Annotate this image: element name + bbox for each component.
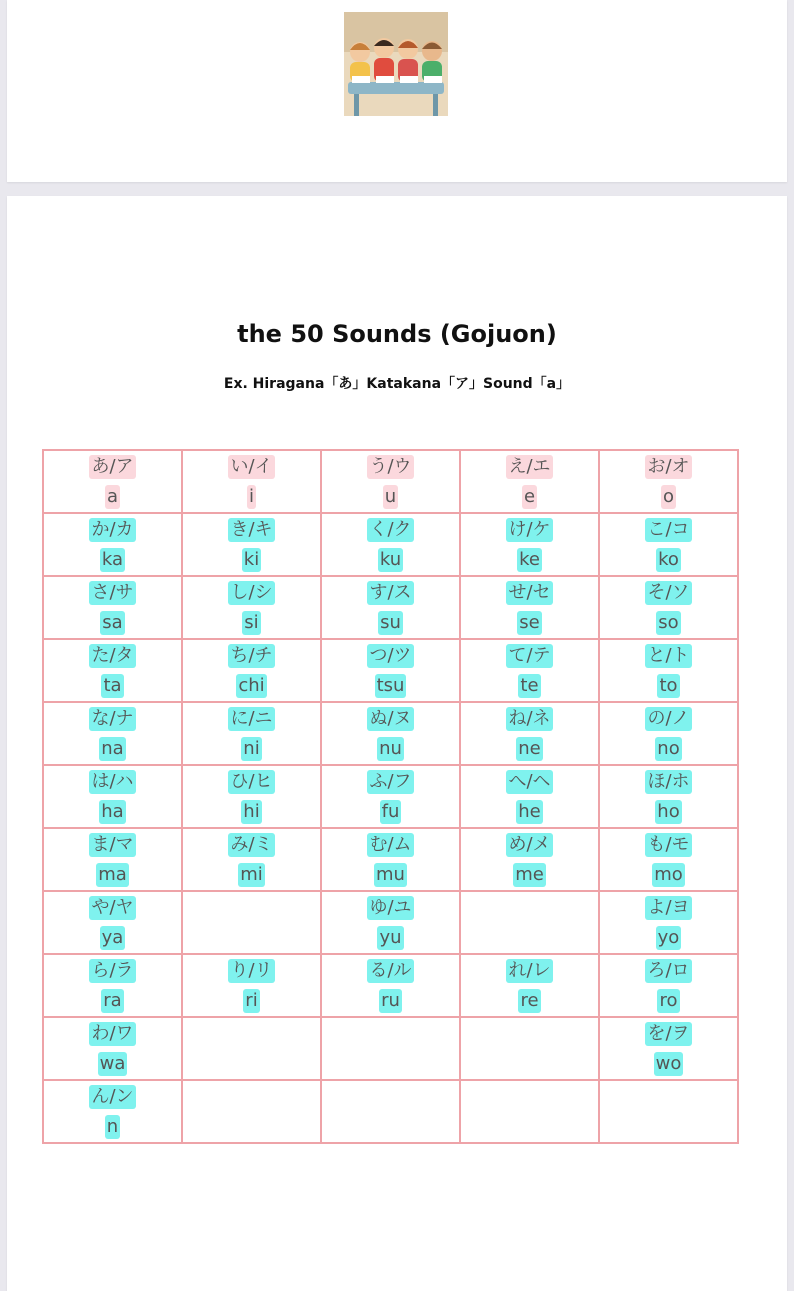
- kana-label: り/リ: [230, 959, 273, 981]
- kana-label: ほ/ホ: [647, 770, 690, 792]
- gojuon-table: [42, 449, 739, 1144]
- romaji-label: so: [658, 611, 679, 633]
- romaji-label: ku: [379, 548, 402, 570]
- table-row: [43, 639, 738, 702]
- romaji-label: tsu: [376, 674, 405, 696]
- kana-cell: [599, 765, 738, 828]
- table-row: [43, 765, 738, 828]
- table-row: [43, 513, 738, 576]
- kana-cell: [43, 576, 182, 639]
- kana-label: お/オ: [647, 455, 690, 477]
- kana-cell: [321, 639, 460, 702]
- kana-cell: [599, 450, 738, 513]
- romaji-label: u: [384, 485, 397, 507]
- kana-cell: [182, 513, 321, 576]
- kana-cell: [43, 702, 182, 765]
- kana-label: し/シ: [230, 581, 273, 603]
- romaji-label: ke: [519, 548, 540, 570]
- romaji-label: ra: [103, 989, 122, 1011]
- table-row: [43, 1080, 738, 1143]
- table-row: [43, 1017, 738, 1080]
- kana-cell: [599, 891, 738, 954]
- romaji-label: ha: [101, 800, 124, 822]
- romaji-label: to: [659, 674, 678, 696]
- kana-cell: [43, 450, 182, 513]
- romaji-label: e: [523, 485, 536, 507]
- kana-cell: [599, 639, 738, 702]
- romaji-label: yu: [379, 926, 402, 948]
- kana-cell: [43, 1080, 182, 1143]
- kana-cell: [599, 576, 738, 639]
- kana-cell: [599, 954, 738, 1017]
- kana-label: ん/ン: [91, 1085, 134, 1107]
- kana-cell: [43, 765, 182, 828]
- kana-cell: [43, 828, 182, 891]
- empty-cell: [599, 1080, 738, 1143]
- page-subtitle: Ex. Hiragana「あ」Katakana「ア」Sound「a」: [223, 376, 571, 392]
- kana-cell: [460, 702, 599, 765]
- kana-label: い/イ: [230, 455, 273, 477]
- romaji-label: i: [248, 485, 254, 507]
- kana-cell: [460, 639, 599, 702]
- romaji-label: hi: [243, 800, 260, 822]
- romaji-label: ta: [103, 674, 122, 696]
- romaji-label: no: [657, 737, 680, 759]
- romaji-label: ma: [98, 863, 127, 885]
- romaji-label: ro: [659, 989, 678, 1011]
- table-row: [43, 450, 738, 513]
- kana-cell: [43, 891, 182, 954]
- kana-cell: [182, 702, 321, 765]
- table-row: [43, 702, 738, 765]
- romaji-label: fu: [381, 800, 400, 822]
- kana-label: み/ミ: [230, 833, 273, 855]
- kana-cell: [460, 450, 599, 513]
- romaji-label: ki: [243, 548, 260, 570]
- kana-cell: [460, 828, 599, 891]
- empty-cell: [321, 1080, 460, 1143]
- empty-cell: [460, 1017, 599, 1080]
- kana-cell: [321, 891, 460, 954]
- romaji-label: wa: [99, 1052, 126, 1074]
- kana-label: の/ノ: [647, 707, 690, 729]
- romaji-label: ru: [381, 989, 400, 1011]
- romaji-label: nu: [379, 737, 402, 759]
- empty-cell: [182, 891, 321, 954]
- kana-label: う/ウ: [369, 455, 412, 477]
- kana-label: ひ/ヒ: [230, 770, 273, 792]
- romaji-label: mi: [240, 863, 263, 885]
- romaji-label: su: [380, 611, 401, 633]
- page-title: the 50 Sounds (Gojuon): [237, 320, 557, 348]
- romaji-label: na: [101, 737, 124, 759]
- kana-cell: [321, 954, 460, 1017]
- empty-cell: [182, 1017, 321, 1080]
- kana-label: に/ニ: [230, 707, 273, 729]
- kana-cell: [182, 954, 321, 1017]
- romaji-label: mo: [654, 863, 683, 885]
- romaji-label: te: [520, 674, 539, 696]
- kana-cell: [43, 639, 182, 702]
- kana-label: ち/チ: [230, 644, 273, 666]
- romaji-label: sa: [102, 611, 123, 633]
- romaji-label: ho: [657, 800, 680, 822]
- kana-cell: [321, 765, 460, 828]
- romaji-label: me: [515, 863, 544, 885]
- romaji-label: n: [106, 1115, 119, 1137]
- kana-cell: [599, 513, 738, 576]
- kana-cell: [43, 1017, 182, 1080]
- table-row: [43, 954, 738, 1017]
- kana-label: は/ハ: [91, 770, 134, 792]
- kana-label: す/ス: [369, 581, 412, 603]
- romaji-label: wo: [655, 1052, 682, 1074]
- romaji-label: ni: [243, 737, 260, 759]
- kana-cell: [599, 828, 738, 891]
- romaji-label: ko: [658, 548, 679, 570]
- kana-cell: [321, 513, 460, 576]
- kana-label: わ/ワ: [91, 1022, 134, 1044]
- kana-label: か/カ: [91, 518, 134, 540]
- kana-label: ぬ/ヌ: [369, 707, 412, 729]
- empty-cell: [460, 891, 599, 954]
- empty-cell: [460, 1080, 599, 1143]
- romaji-label: o: [662, 485, 674, 507]
- kana-cell: [460, 765, 599, 828]
- romaji-label: ne: [518, 737, 541, 759]
- kana-label: て/テ: [508, 644, 551, 666]
- kana-cell: [43, 954, 182, 1017]
- kana-label: と/ト: [647, 644, 690, 666]
- kana-label: や/ヤ: [91, 896, 134, 918]
- kana-cell: [182, 576, 321, 639]
- kana-label: た/タ: [91, 644, 134, 666]
- kana-cell: [182, 639, 321, 702]
- table-row: [43, 828, 738, 891]
- kana-cell: [182, 450, 321, 513]
- kana-label: ゆ/ユ: [369, 896, 412, 918]
- kana-label: こ/コ: [647, 518, 690, 540]
- kana-label: あ/ア: [91, 455, 134, 477]
- table-row: [43, 576, 738, 639]
- kana-label: ら/ラ: [91, 959, 134, 981]
- kana-label: れ/レ: [508, 959, 551, 981]
- kana-cell: [599, 1017, 738, 1080]
- children-reading-icon: [344, 12, 448, 116]
- kana-cell: [321, 702, 460, 765]
- kana-cell: [182, 765, 321, 828]
- header-card: [7, 0, 787, 182]
- kana-label: る/ル: [369, 959, 412, 981]
- kana-label: く/ク: [369, 518, 412, 540]
- kana-label: ま/マ: [91, 833, 134, 855]
- romaji-label: ri: [245, 989, 258, 1011]
- kana-label: を/ヲ: [647, 1022, 690, 1044]
- kana-cell: [321, 576, 460, 639]
- kana-label: え/エ: [508, 455, 551, 477]
- kana-cell: [460, 954, 599, 1017]
- kana-cell: [43, 513, 182, 576]
- empty-cell: [321, 1017, 460, 1080]
- romaji-label: mu: [376, 863, 405, 885]
- romaji-label: ka: [101, 548, 124, 570]
- kana-cell: [599, 702, 738, 765]
- kana-cell: [182, 828, 321, 891]
- gojuon-card: [7, 196, 787, 1291]
- kana-label: よ/ヨ: [647, 896, 690, 918]
- kana-label: め/メ: [508, 833, 551, 855]
- kana-label: せ/セ: [508, 581, 551, 603]
- kana-cell: [321, 828, 460, 891]
- romaji-label: he: [518, 800, 541, 822]
- kana-cell: [321, 450, 460, 513]
- kana-label: さ/サ: [91, 581, 134, 603]
- kana-label: へ/ヘ: [508, 770, 551, 792]
- table-row: [43, 891, 738, 954]
- kana-label: ふ/フ: [369, 770, 412, 792]
- kana-label: ろ/ロ: [647, 959, 690, 981]
- kana-label: む/ム: [369, 833, 412, 855]
- romaji-label: se: [519, 611, 540, 633]
- kana-label: も/モ: [647, 833, 690, 855]
- romaji-label: ya: [101, 926, 124, 948]
- kana-cell: [460, 576, 599, 639]
- kana-label: つ/ツ: [369, 644, 412, 666]
- romaji-label: a: [106, 485, 119, 507]
- kana-label: け/ケ: [508, 518, 551, 540]
- romaji-label: si: [244, 611, 259, 633]
- kana-label: き/キ: [230, 518, 273, 540]
- romaji-label: chi: [238, 674, 265, 696]
- kana-cell: [460, 513, 599, 576]
- kana-label: そ/ソ: [647, 581, 690, 603]
- kana-label: ね/ネ: [508, 707, 551, 729]
- empty-cell: [182, 1080, 321, 1143]
- kana-label: な/ナ: [91, 707, 134, 729]
- romaji-label: yo: [657, 926, 680, 948]
- romaji-label: re: [520, 989, 539, 1011]
